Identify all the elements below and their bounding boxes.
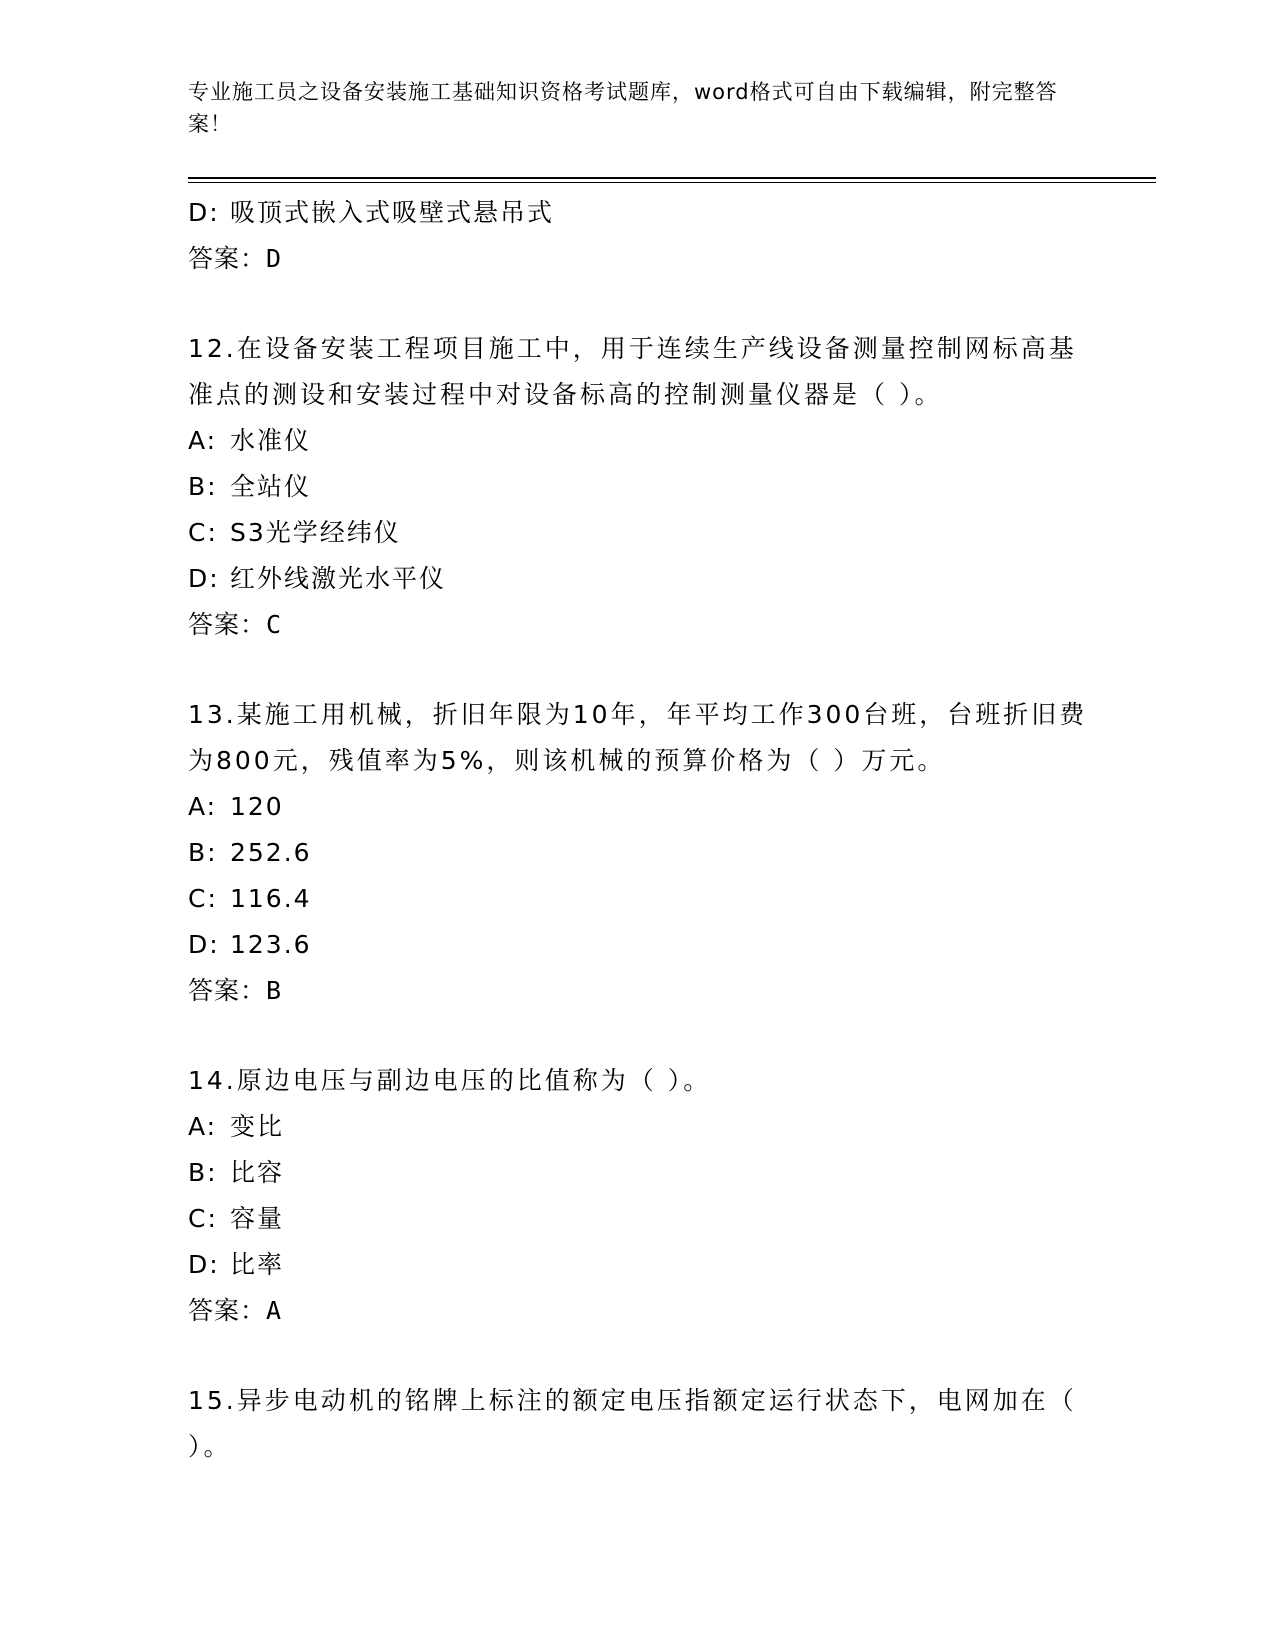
- option-text: 红外线激光水平仪: [230, 564, 447, 593]
- option-b: [188, 1150, 1088, 1196]
- option-b: [188, 830, 1088, 876]
- answer-line: 答案：A: [188, 1296, 283, 1325]
- option-key: C:: [188, 1204, 218, 1233]
- answer-line: 答案：C: [188, 610, 283, 639]
- option-text: 吸顶式嵌入式吸壁式悬吊式: [230, 198, 555, 227]
- question-text: 14.原边电压与副边电压的比值称为（ ）。: [188, 1066, 712, 1095]
- option-key: D:: [188, 198, 220, 227]
- question-text: 13.某施工用机械，折旧年限为10年，年平均工作300台班，台班折旧费为800元，残值率为5%，则该机械的预算价格为（ ）万元。: [188, 700, 1088, 775]
- question-content: [188, 190, 1088, 1470]
- option-text: S3光学经纬仪: [230, 518, 401, 547]
- option-text: 116.4: [230, 884, 312, 913]
- option-d: [188, 190, 1088, 236]
- option-key: A:: [188, 426, 218, 455]
- question-12: [188, 326, 1088, 648]
- option-text: 123.6: [230, 930, 312, 959]
- option-key: B:: [188, 1158, 218, 1187]
- option-text: 比容: [230, 1158, 285, 1187]
- option-c: [188, 510, 1088, 556]
- answer-line: 答案：D: [188, 244, 283, 273]
- option-key: B:: [188, 838, 218, 867]
- option-key: C:: [188, 884, 218, 913]
- option-text: 容量: [230, 1204, 285, 1233]
- option-key: A:: [188, 792, 218, 821]
- question-13: [188, 692, 1088, 1014]
- question-15: [188, 1378, 1088, 1470]
- option-key: D:: [188, 1250, 220, 1279]
- option-text: 比率: [230, 1250, 285, 1279]
- answer-line: 答案：B: [188, 976, 283, 1005]
- question-text: 15.异步电动机的铭牌上标注的额定电压指额定运行状态下，电网加在（ ）。: [188, 1386, 1077, 1461]
- option-text: 全站仪: [230, 472, 312, 501]
- option-key: D:: [188, 930, 220, 959]
- option-c: [188, 876, 1088, 922]
- option-a: [188, 1104, 1088, 1150]
- page-header: [188, 76, 1088, 140]
- option-key: D:: [188, 564, 220, 593]
- question-text: 12.在设备安装工程项目施工中，用于连续生产线设备测量控制网标高基准点的测设和安装过程中对设备标高的控制测量仪器是（ ）。: [188, 334, 1077, 409]
- option-d: [188, 922, 1088, 968]
- option-key: A:: [188, 1112, 218, 1141]
- option-text: 变比: [230, 1112, 285, 1141]
- option-b: [188, 464, 1088, 510]
- option-key: B:: [188, 472, 218, 501]
- header-rule-thick: [188, 177, 1156, 179]
- option-d: [188, 556, 1088, 602]
- header-title: 专业施工员之设备安装施工基础知识资格考试题库，word格式可自由下载编辑，附完整答案！: [188, 80, 1058, 136]
- option-text: 120: [230, 792, 284, 821]
- option-a: [188, 418, 1088, 464]
- header-rule-thin: [188, 182, 1156, 183]
- question-14: [188, 1058, 1088, 1334]
- option-key: C:: [188, 518, 218, 547]
- option-text: 252.6: [230, 838, 312, 867]
- option-a: [188, 784, 1088, 830]
- option-d: [188, 1242, 1088, 1288]
- option-c: [188, 1196, 1088, 1242]
- question-11-continued: [188, 190, 1088, 282]
- option-text: 水准仪: [230, 426, 312, 455]
